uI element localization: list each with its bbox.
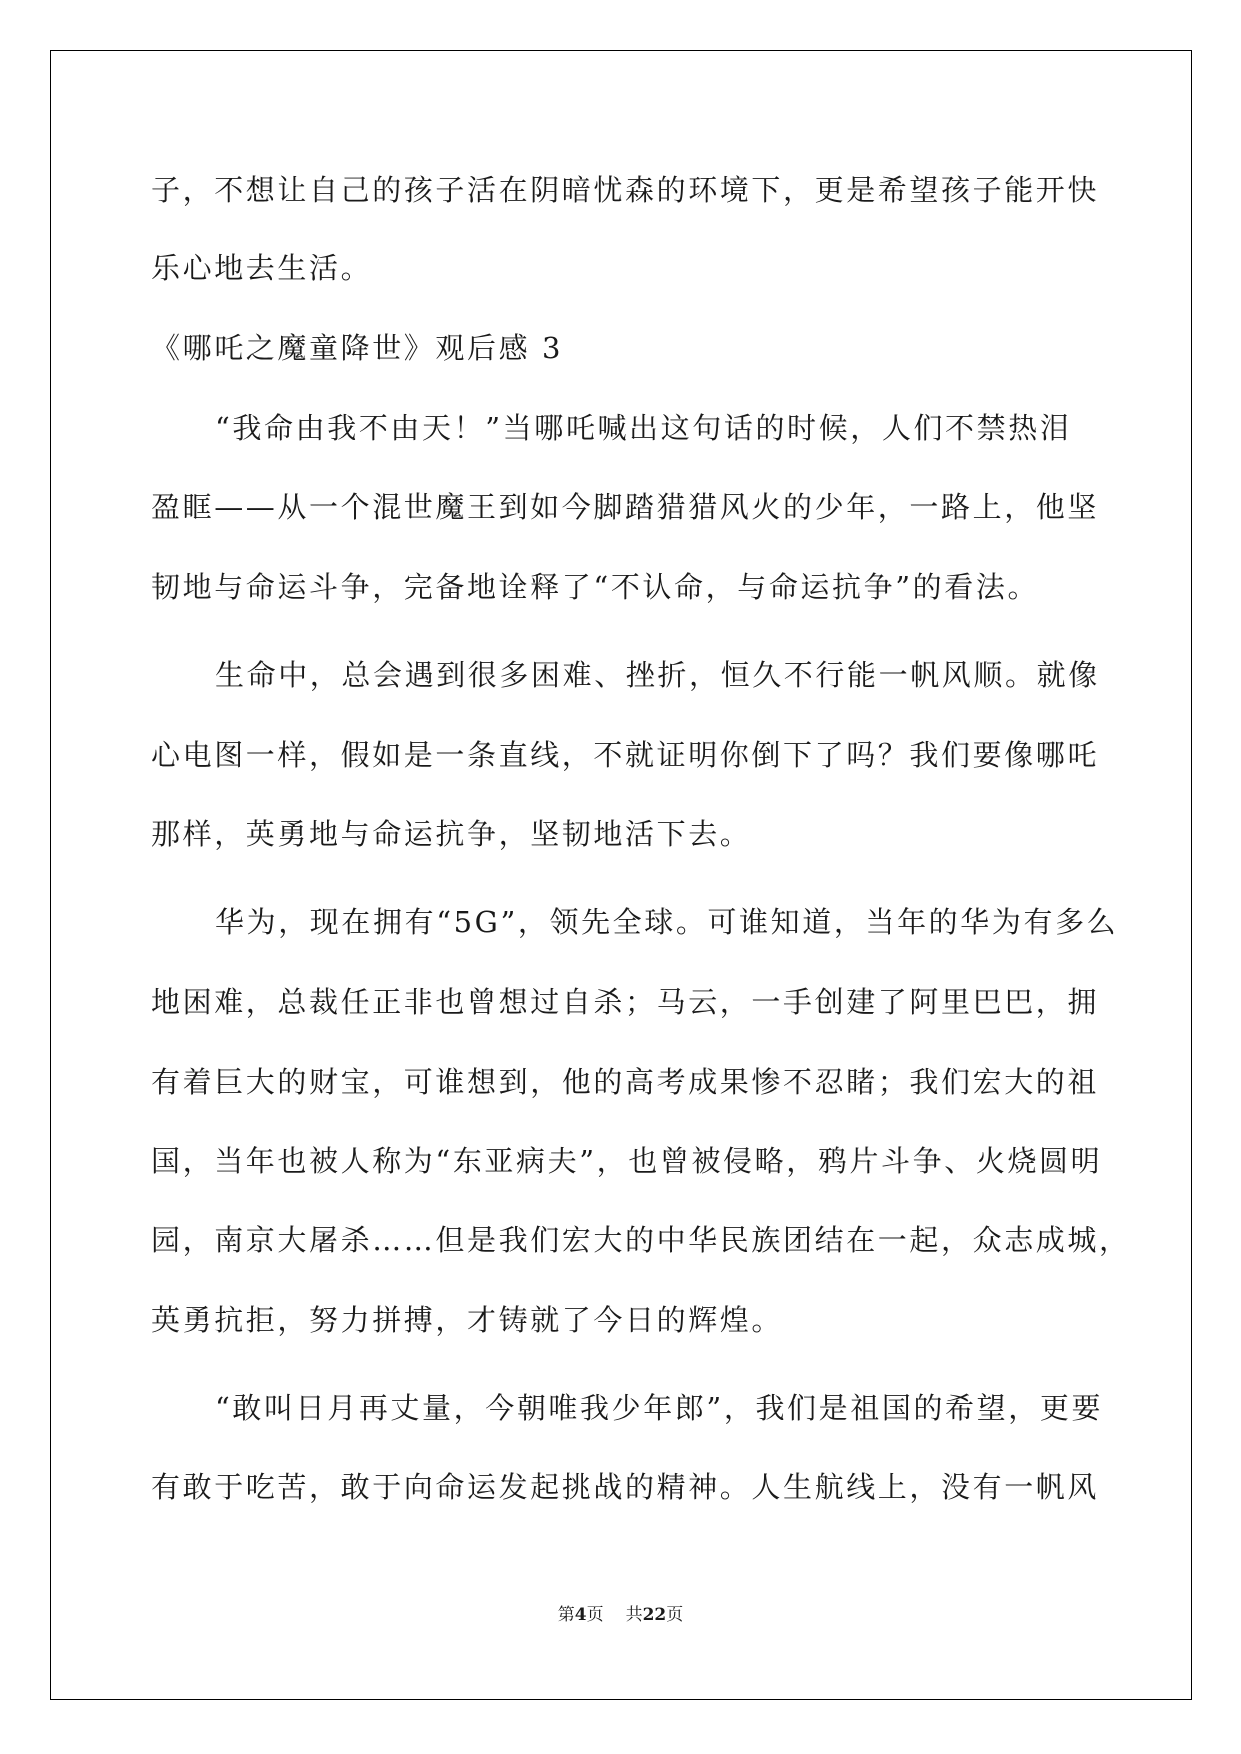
body-line: 国，当年也被人称为“东亚病夫”，也曾被侵略，鸦片斗争、火烧圆明	[151, 1144, 1103, 1178]
footer-page-unit: 页	[586, 1605, 604, 1625]
body-line: “我命由我不由天！”当哪吒喊出这句话的时候，人们不禁热泪	[215, 411, 1072, 445]
footer-page-prefix: 第	[557, 1605, 575, 1625]
section-title: 《哪吒之魔童降世》观后感 3	[151, 331, 564, 365]
footer-total-unit: 页	[666, 1605, 684, 1625]
footer-total-pages: 22	[642, 1605, 667, 1625]
body-line: 盈眶——从一个混世魔王到如今脚踏猎猎风火的少年，一路上，他坚	[151, 490, 1100, 524]
footer-page-number: 4	[574, 1605, 587, 1625]
body-line: 地困难，总裁任正非也曾想过自杀；马云，一手创建了阿里巴巴，拥	[151, 985, 1100, 1019]
body-line: 乐心地去生活。	[151, 251, 373, 285]
body-line: 生命中，总会遇到很多困难、挫折，恒久不行能一帆风顺。就像	[215, 658, 1100, 692]
body-line: 华为，现在拥有“5G”，领先全球。可谁知道，当年的华为有多么	[215, 905, 1119, 939]
page-footer	[0, 1603, 1241, 1627]
body-line: 园，南京大屠杀……但是我们宏大的中华民族团结在一起，众志成城，	[151, 1223, 1131, 1257]
page-border	[50, 50, 1192, 1700]
body-line: 有着巨大的财宝，可谁想到，他的高考成果惨不忍睹；我们宏大的祖	[151, 1065, 1100, 1099]
body-line: 那样，英勇地与命运抗争，坚韧地活下去。	[151, 817, 752, 851]
body-line: 英勇抗拒，努力拼搏，才铸就了今日的辉煌。	[151, 1303, 784, 1337]
body-line: “敢叫日月再丈量，今朝唯我少年郎”，我们是祖国的希望，更要	[215, 1391, 1104, 1425]
footer-total-prefix: 共	[625, 1605, 643, 1625]
body-line: 韧地与命运斗争，完备地诠释了“不认命，与命运抗争”的看法。	[151, 570, 1040, 604]
body-line: 有敢于吃苦，敢于向命运发起挑战的精神。人生航线上，没有一帆风	[151, 1470, 1100, 1504]
body-line: 心电图一样，假如是一条直线，不就证明你倒下了吗？我们要像哪吒	[151, 738, 1100, 772]
body-line: 子，不想让自己的孩子活在阴暗忧森的环境下，更是希望孩子能开快	[151, 173, 1100, 207]
